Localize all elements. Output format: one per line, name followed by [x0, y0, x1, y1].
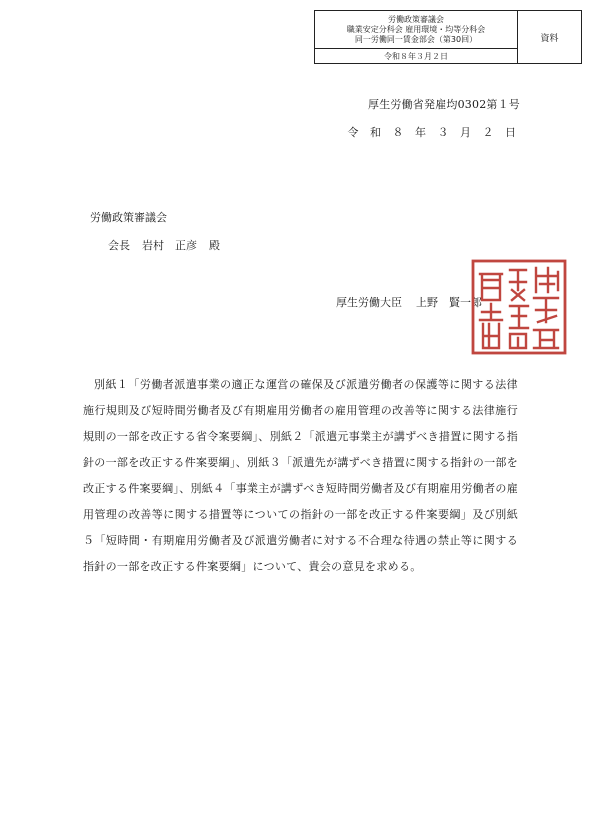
council-line-2: 職業安定分科会 雇用環境・均等分科会 [346, 24, 486, 34]
request-body-text: 別紙１「労働者派遣事業の適正な運営の確保及び派遣労働者の保護等に関する法律施行規則及び短時間労働者及び有期雇用労働者の雇用管理の改善等に関する法律施行規則の一部を改正する省令案要綱」、別紙２「派遣元事業主が講ずべき措置に関する指針の一部を改正する件案要綱」、別紙３「派遣先が講ずべき措置に関する指針の一部を改正する件案要綱」、別紙４「事業主が講ずべき短時間労働者及び有期雇用労働者の雇用管理の改善等に関する措置等についての指針の一部を改正する件案要綱」及び別紙５「短時間・有期雇用労働者及び派遣労働者に対する不合理な待遇の禁止等に関する指針の一部を改正する件案要綱」について、貴会の意見を求める。 [83, 378, 518, 573]
document-number: 厚生労働省発雇均0302第１号 [368, 98, 520, 111]
sender-title: 厚生労働大臣 [336, 296, 402, 309]
council-line-1: 労働政策審議会 [388, 14, 444, 24]
council-line-3: 同一労働同一賃金部会（第30回） [354, 34, 478, 44]
recipient-title: 会長 [108, 239, 130, 252]
recipient-organization: 労働政策審議会 [90, 211, 167, 224]
recipient-person [108, 237, 232, 253]
sender-name: 上野 賢一郎 [416, 296, 482, 309]
recipient-name: 岩村 正彦 [142, 239, 197, 252]
material-label: 資料 [540, 33, 559, 44]
header-table [314, 10, 582, 64]
recipient-honorific: 殿 [209, 239, 220, 252]
document-date: 令 和 ８ 年 ３ 月 ２ 日 [347, 126, 520, 139]
council-name-block [315, 11, 517, 49]
official-seal [470, 258, 568, 356]
header-left-cell [315, 11, 518, 63]
header-date: 令和８年３月２日 [384, 51, 448, 61]
